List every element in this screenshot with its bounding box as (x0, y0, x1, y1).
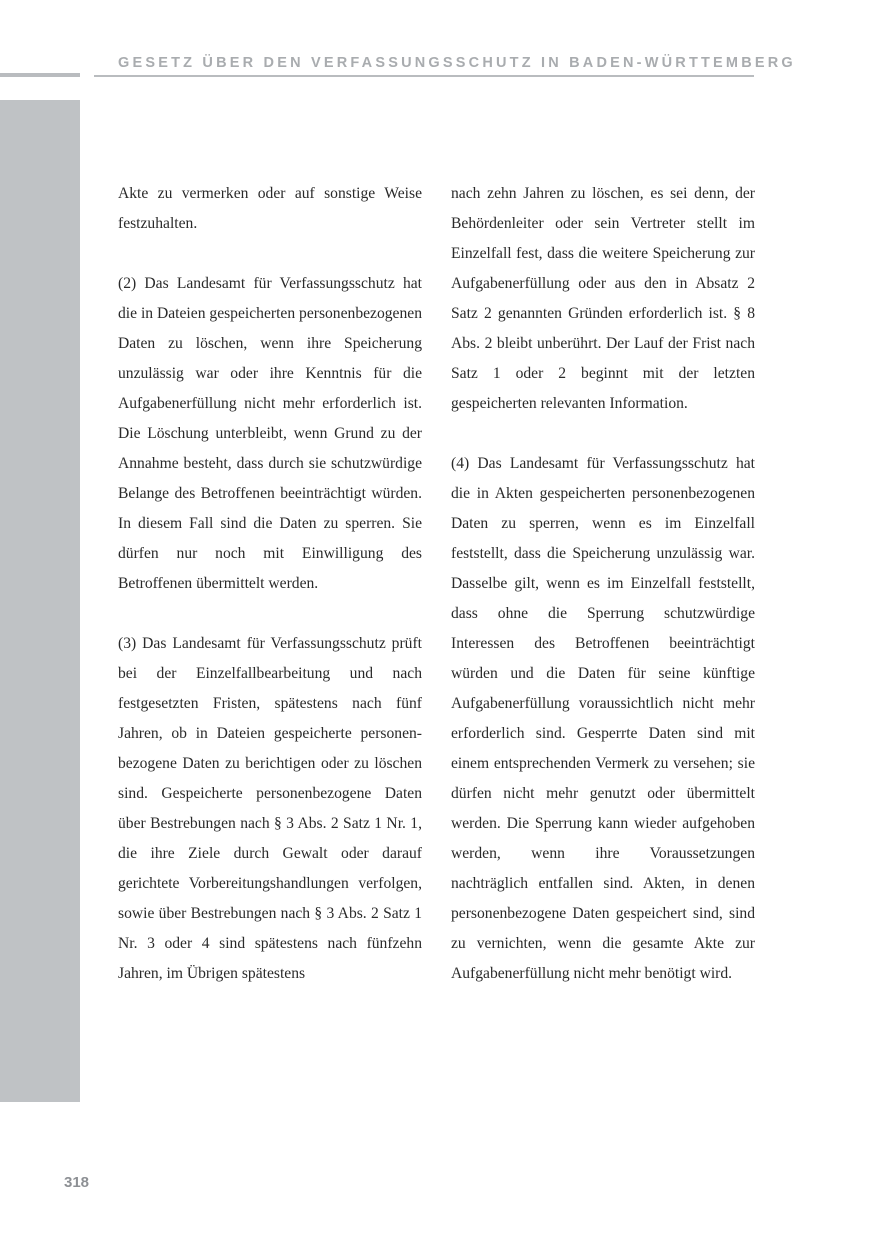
header-rule-left (0, 73, 80, 77)
paragraph: nach zehn Jahren zu löschen, es sei denn, der Behördenleiter oder sein Vertreter stellt im Einzelfall fest, dass die weitere Speicherung zur Aufgabenerfüllung oder aus den in Absatz 2 Satz 2 genannten Gründen erforderlich ist. § 8 Abs. 2 bleibt unberührt. Der Lauf der Frist nach Satz 1 oder 2 beginnt mit der letzten gespeicherten relevanten Information. (451, 185, 755, 412)
running-head-title: GESETZ ÜBER DEN VERFASSUNGSSCHUTZ IN BADEN-WÜRTTEMBERG (118, 55, 796, 71)
paragraph: (3) Das Landesamt für Verfassungsschutz prüft bei der Einzelfallbearbeitung und nach festgesetzten Fristen, spätestens nach fünf Jahren, ob in Dateien gespeicherte personenbezogene Daten zu berichtigen oder zu löschen sind. Gespeicherte personenbezogene Daten über Bestrebungen nach § 3 Abs. 2 Satz 1 Nr. 1, die ihre Ziele durch Gewalt oder darauf gerichtete Vorbereitungshandlungen verfolgen, sowie über Bestrebungen nach § 3 Abs. 2 Satz 1 Nr. 3 oder 4 sind spätestens nach fünfzehn Jahren, im Übrigen spätestens (118, 635, 422, 982)
paragraph: (2) Das Landesamt für Verfassungsschutz hat die in Dateien gespeicherten personenbezogenen Daten zu löschen, wenn ihre Speicherung unzulässig war oder ihre Kenntnis für die Aufgabenerfüllung nicht mehr erforderlich ist. Die Löschung unterbleibt, wenn Grund zu der Annahme besteht, dass durch sie schutzwürdige Belange des Betroffenen beeinträchtigt würden. In diesem Fall sind die Daten zu sperren. Sie dürfen nur noch mit Einwilligung des Betroffenen übermittelt werden. (118, 275, 422, 592)
paragraph: (4) Das Landesamt für Verfassungsschutz hat die in Akten gespeicherten personenbezogenen Daten zu sperren, wenn es im Einzelfall feststellt, dass die Speicherung unzulässig war. Dasselbe gilt, wenn es im Einzelfall feststellt, dass ohne die Sperrung schutzwürdige Interessen des Betroffenen beeinträchtigt würden und die Daten für seine künftige Aufgabenerfüllung voraussichtlich nicht mehr erforderlich sind. Gesperrte Daten sind mit einem entsprechenden Vermerk zu versehen; sie dürfen nicht mehr genutzt oder übermittelt werden. Die Sperrung kann wieder aufgehoben werden, wenn ihre Voraussetzungen nachträglich entfallen sind. Akten, in denen personenbezogene Daten gespeichert sind, sind zu vernichten, wenn die gesamte Akte zur Aufgabenerfüllung nicht mehr benötigt wird. (451, 455, 755, 982)
right-text-column (451, 179, 755, 989)
side-margin-bar (0, 100, 80, 1102)
paragraph: Akte zu vermerken oder auf sonstige Weise festzuhalten. (118, 185, 422, 232)
page-number: 318 (64, 1174, 90, 1191)
left-text-column (118, 179, 422, 989)
header-rule (94, 75, 754, 77)
